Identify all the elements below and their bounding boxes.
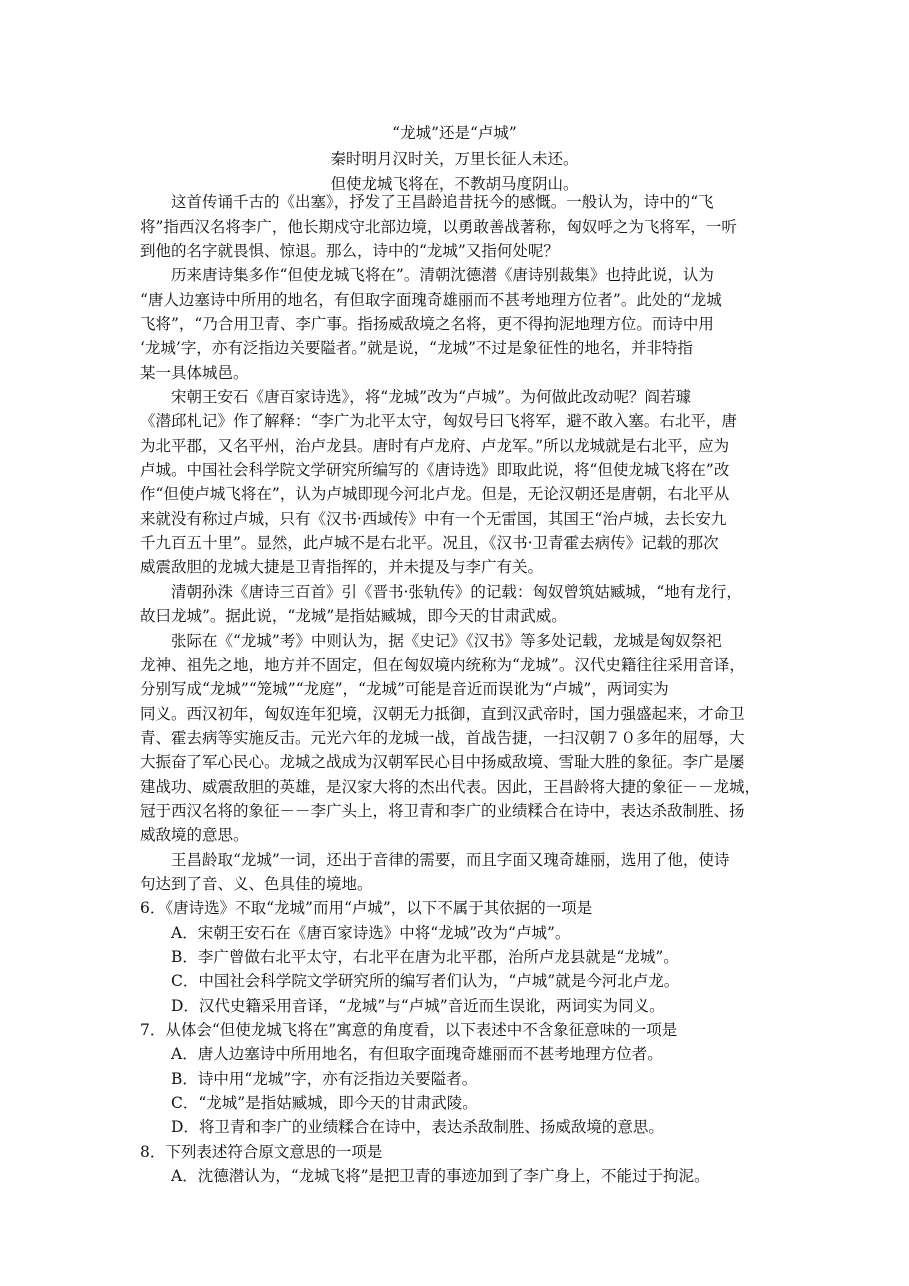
- body-line: 飞将”，“乃合用卫青、李广事。指扬威敌境之名将，更不得拘泥地理方位。而诗中用: [140, 315, 714, 333]
- body-line: 威敌境的意思。: [140, 826, 249, 844]
- body-line: 张际在《“龙城”考》中则认为，据《史记》《汉书》等多处记载，龙城是匈奴祭祀: [171, 632, 722, 650]
- body-line: 将”指西汉名将李广，他长期戍守北部边境，以勇敢善战著称，匈奴呼之为飞将军，一听: [140, 218, 737, 236]
- body-line: 卢城。中国社会科学院文学研究所编写的《唐诗选》即取此说，将“但使龙城飞将在”改: [140, 461, 730, 479]
- question-6-option-a: A．宋朝王安石在《唐百家诗选》中将“龙城”改为“卢城”。: [171, 924, 571, 942]
- poem-line-1: 秦时明月汉时关，万里长征人未还。: [330, 150, 579, 168]
- body-line: 分别写成“龙城”“笼城”“龙庭”，“龙城”可能是音近而误讹为“卢城”，两词实为: [140, 680, 669, 698]
- body-line: 冠于西汉名将的象征－－李广头上，将卫青和李广的业绩糅合在诗中，表达杀敌制胜、扬: [140, 802, 745, 820]
- question-7-option-d: D．将卫青和李广的业绩糅合在诗中，表达杀敌制胜、扬威敌境的意思。: [171, 1118, 664, 1136]
- body-line: 清朝孙洙《唐诗三百首》引《晋书·张轨传》的记载：匈奴曾筑姑臧城，“地有龙行，: [171, 583, 742, 601]
- body-line: 作“但使卢城飞将在”，认为卢城即现今河北卢龙。但是，无论汉朝还是唐朝，右北平从: [140, 485, 730, 503]
- question-6-option-b: B．李广曾做右北平太守，右北平在唐为北平郡，治所卢龙县就是“龙城”。: [171, 948, 679, 966]
- question-6-option-d: D．汉代史籍采用音译，“龙城”与“卢城”音近而生误讹，两词实为同义。: [171, 997, 665, 1015]
- question-6-option-c: C．中国社会科学院文学研究所的编写者们认为，“卢城”就是今河北卢龙。: [171, 972, 680, 990]
- body-line: 同义。西汉初年，匈奴连年犯境，汉朝无力抵御，直到汉武帝时，国力强盛起来，才命卫: [140, 705, 745, 723]
- body-line: 故曰龙城”。据此说，“龙城”是指姑臧城，即今天的甘肃武威。: [140, 607, 567, 625]
- body-line: 句达到了音、义、色具佳的境地。: [140, 875, 373, 893]
- question-8-stem: 8．下列表述符合原文意思的一项是: [140, 1143, 383, 1161]
- body-line: 青、霍去病等实施反击。元光六年的龙城一战，首战告捷，一扫汉朝７０多年的屈辱，大: [140, 729, 745, 747]
- body-line: 建战功、威震敌胆的英雄，是汉家大将的杰出代表。因此，王昌龄将大捷的象征－－龙城，: [140, 778, 761, 796]
- body-line: 历来唐诗集多作“但使龙城飞将在”。清朝沈德潜《唐诗别裁集》也持此说，认为: [171, 266, 714, 284]
- question-7-option-c: C．“龙城”是指姑臧城，即今天的甘肃武陵。: [171, 1094, 478, 1112]
- body-line: 千九百五十里”。显然，此卢城不是右北平。况且，《汉书·卫青霍去病传》记载的那次: [140, 534, 719, 552]
- body-line: 威震敌胆的龙城大捷是卫青指挥的，并未提及与李广有关。: [140, 558, 544, 576]
- body-line: 龙神、祖先之地，地方并不固定，但在匈奴境内统称为“龙城”。汉代史籍往往采用音译，: [140, 656, 745, 674]
- body-line: ‘龙城’字，亦有泛指边关要隘者。”就是说，“龙城”不过是象征性的地名，并非特指: [140, 339, 693, 357]
- body-line: 来就没有称过卢城，只有《汉书·西域传》中有一个无雷国，其国王“治卢城，去长安九: [140, 510, 727, 528]
- body-line: 到他的名字就畏惧、惊退。那么，诗中的“龙城”又指何处呢？: [140, 242, 559, 260]
- body-line: 宋朝王安石《唐百家诗选》，将“龙城”改为“卢城”。为何做此改动呢？阎若璩: [171, 388, 691, 406]
- body-line: 王昌龄取“龙城”一词，还出于音律的需要，而且字面又瑰奇雄丽，选用了他，使诗: [171, 851, 730, 869]
- body-line: 这首传诵千古的《出塞》，抒发了王昌龄追昔抚今的感慨。一般认为，诗中的“飞: [171, 193, 714, 211]
- poem-line-2: 但使龙城飞将在，不教胡马度阴山。: [330, 175, 579, 193]
- body-line: 某一具体城邑。: [140, 364, 249, 382]
- question-8-option-a: A．沈德潜认为，“龙城飞将”是把卫青的事迹加到了李广身上，不能过于拘泥。: [171, 1167, 710, 1185]
- body-line: 为北平郡，又名平州，治卢龙县。唐时有卢龙府、卢龙军。”所以龙城就是右北平，应为: [140, 437, 730, 455]
- body-line: “唐人边塞诗中所用的地名，有但取字面瑰奇雄丽而不甚考地理方位者”。此处的“龙城: [140, 291, 722, 309]
- question-7-option-b: B．诗中用“龙城”字，亦有泛指边关要隘者。: [171, 1070, 478, 1088]
- question-7-option-a: A．唐人边塞诗中所用地名，有但取字面瑰奇雄丽而不甚考地理方位者。: [171, 1045, 663, 1063]
- question-7-stem: 7．从体会“但使龙城飞将在”寓意的角度看，以下表述中不含象征意味的一项是: [140, 1021, 678, 1039]
- body-line: 大振奋了军心民心。龙城之战成为汉朝军民心目中扬威敌境、雪耻大胜的象征。李广是屡: [140, 753, 745, 771]
- article-title: “龙城”还是“卢城”: [392, 124, 517, 142]
- question-6-stem: 6．《唐诗选》不取“龙城”而用“卢城”，以下不属于其依据的一项是: [140, 899, 593, 917]
- body-line: 《潜邱札记》作了解释：“李广为北平太守，匈奴号曰飞将军，避不敢入塞。右北平，唐: [140, 412, 737, 430]
